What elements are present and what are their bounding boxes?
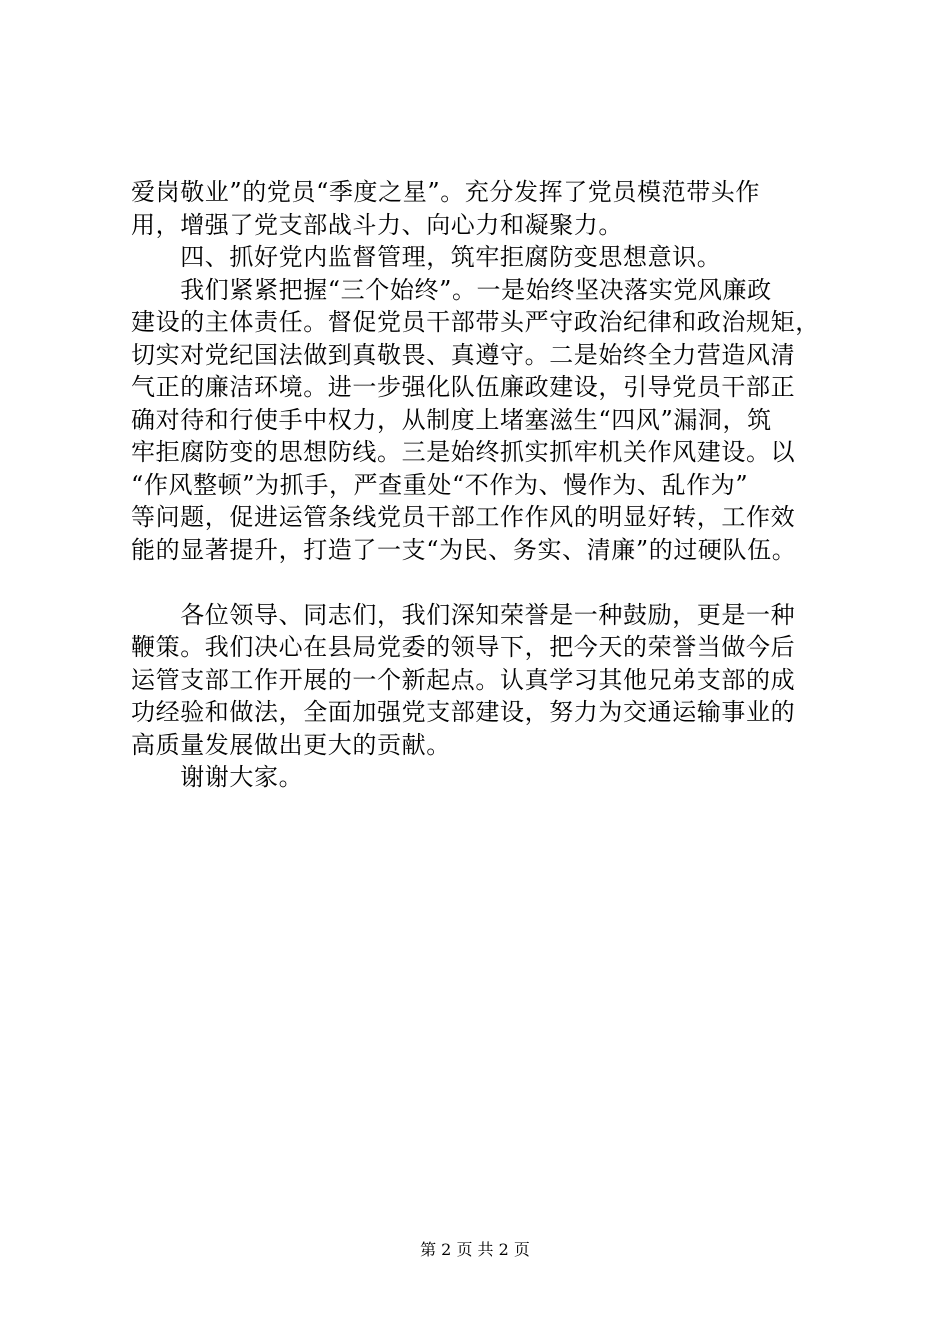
- paragraph-gap: [131, 566, 851, 599]
- text-line: 爱岗敬业”的党员“季度之星”。充分发挥了党员模范带头作: [131, 178, 761, 206]
- text-line: 切实对党纪国法做到真敬畏、真遵守。二是始终全力营造风清: [131, 340, 796, 369]
- text-line: 运管支部工作开展的一个新起点。认真学习其他兄弟支部的成: [131, 665, 796, 694]
- text-line: 建设的主体责任。督促党员干部带头严守政治纪律和政治规矩，: [131, 308, 820, 336]
- text-line: 牢拒腐防变的思想防线。三是始终抓实抓牢机关作风建设。以: [131, 438, 796, 466]
- text-line: 鞭策。我们决心在县局党委的领导下，把今天的荣誉当做今后: [131, 633, 796, 661]
- text-line: 确对待和行使手中权力，从制度上堵塞滋生“四风”漏洞，筑: [131, 405, 772, 434]
- text-line: 我们紧紧把握“三个始终”。一是始终坚决落实党风廉政: [131, 275, 772, 304]
- text-line: 功经验和做法，全面加强党支部建设，努力为交通运输事业的: [131, 698, 796, 726]
- document-body: [131, 176, 851, 794]
- closing-line: 谢谢大家。: [131, 763, 304, 791]
- text-line: 高质量发展做出更大的贡献。: [131, 730, 451, 759]
- text-line: 各位领导、同志们，我们深知荣誉是一种鼓励，更是一种: [131, 600, 796, 629]
- section-heading: 四、抓好党内监督管理，筑牢拒腐防变思想意识。: [131, 243, 722, 271]
- text-line: “作风整顿”为抓手，严查重处“不作为、慢作为、乱作为”: [131, 470, 749, 499]
- text-line: 能的显著提升，打造了一支“为民、务实、清廉”的过硬队伍。: [131, 535, 797, 564]
- text-line: 气正的廉洁环境。进一步强化队伍廉政建设，引导党员干部正: [131, 373, 796, 401]
- text-line: 等问题，促进运管条线党员干部工作作风的明显好转，工作效: [131, 503, 796, 531]
- page-footer: 第 2 页 共 2 页: [420, 1240, 530, 1259]
- text-line: 用，增强了党支部战斗力、向心力和凝聚力。: [131, 210, 623, 239]
